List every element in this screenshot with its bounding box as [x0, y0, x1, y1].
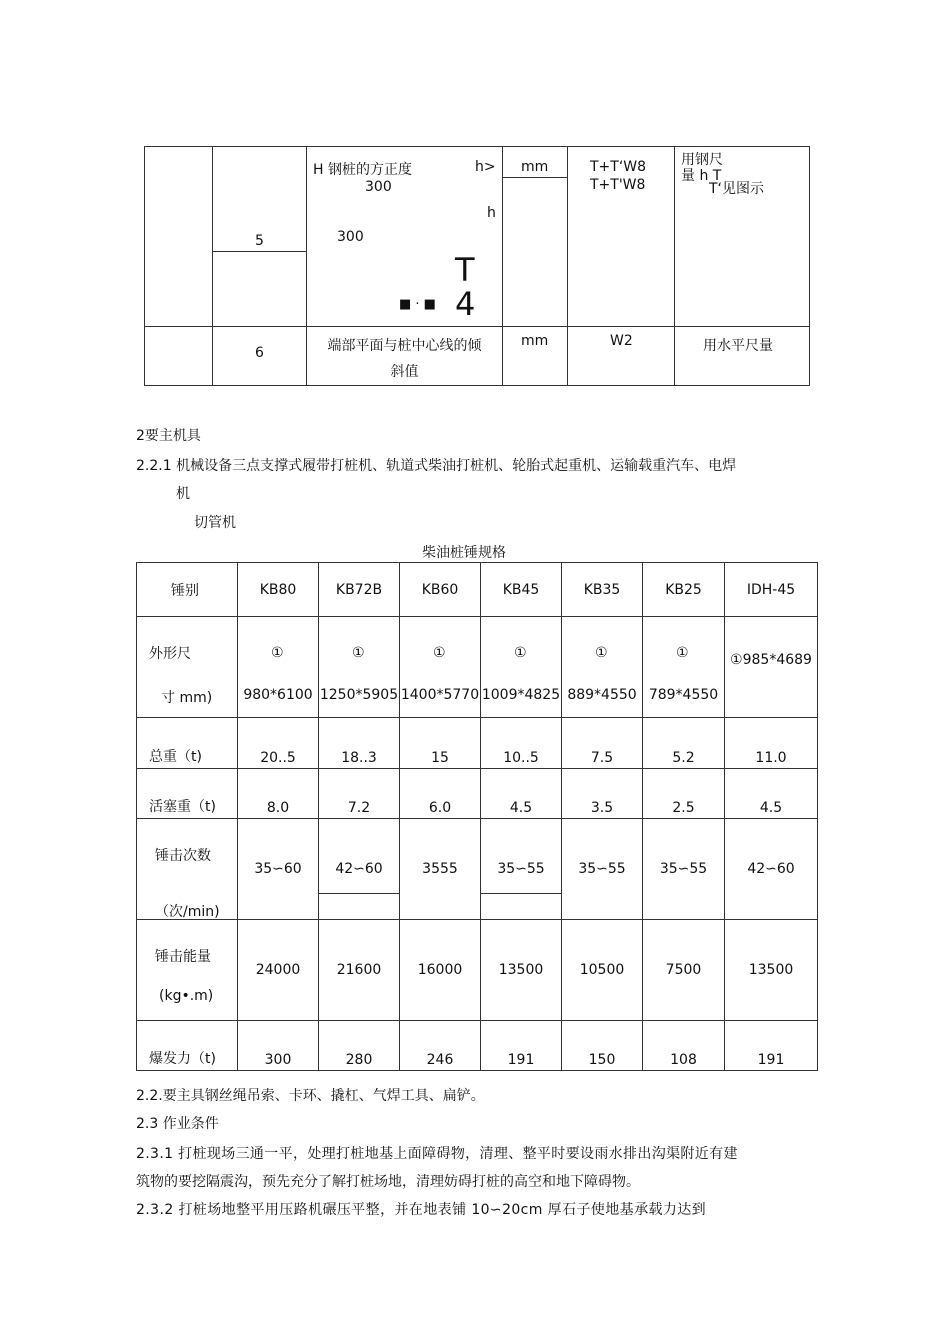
size-value: ①985*4689 [730, 652, 812, 668]
model-cell: KB35 [562, 563, 643, 617]
value-text: W2 [610, 333, 633, 349]
piston-cell: 4.5 [725, 769, 818, 819]
table-row [137, 563, 818, 617]
model-cell: IDH-45 [725, 563, 818, 617]
table-caption: 柴油桩锤规格 [422, 545, 506, 561]
size-value: 1400*5770 [400, 687, 480, 703]
row-header-cell [137, 920, 238, 1021]
energy-cell: 13500 [481, 920, 562, 1021]
size-value: 1250*5905 [319, 687, 399, 703]
blows-cell: 42∽60 [725, 819, 818, 920]
table-row [137, 1021, 818, 1071]
size-marker: ① [271, 645, 284, 661]
paragraph: 切管机 [194, 515, 236, 531]
paragraph: 筑物的要挖隔震沟，预先充分了解打桩场地，清理妨碍打桩的高空和地下障碍物。 [136, 1174, 640, 1190]
section-heading: 2要主机具 [136, 428, 201, 444]
row-header: 锤别 [137, 563, 238, 617]
blows-cell [319, 819, 400, 920]
size-marker: ① [514, 645, 527, 661]
weight-cell: 15 [400, 718, 481, 769]
model-cell: KB72B [319, 563, 400, 617]
model-cell: KB45 [481, 563, 562, 617]
table-cell [307, 147, 503, 327]
paragraph: 2.3.2 打桩场地整平用压路机碾压平整，并在地表铺 10∽20cm 厚石子使地基承载力达到 [136, 1202, 707, 1218]
model-cell: KB60 [400, 563, 481, 617]
table-cell [675, 147, 810, 327]
row-header: （次/min) [155, 904, 220, 920]
size-cell [400, 617, 481, 718]
size-value: 1009*4825 [481, 687, 561, 703]
paragraph: 2.3.1 打桩现场三通一平，处理打桩地基上面障碍物，清理、整平时要设雨水排出沟渠附近有建 [136, 1146, 738, 1162]
paragraph: 机 [176, 486, 190, 502]
section-heading: 2.3 作业条件 [136, 1116, 219, 1132]
method-text: T‘见图示 [709, 181, 765, 197]
size-cell [481, 617, 562, 718]
blows-value: 35∽55 [497, 861, 545, 877]
cell-divider [319, 893, 399, 894]
diagram-glyph: 4 [455, 285, 476, 323]
row-header: 总重（t) [137, 718, 238, 769]
model-cell: KB80 [238, 563, 319, 617]
piston-cell: 2.5 [643, 769, 725, 819]
item-text: 300 [337, 229, 364, 245]
piston-cell: 8.0 [238, 769, 319, 819]
piston-cell: 4.5 [481, 769, 562, 819]
table-row [137, 617, 818, 718]
blows-cell [481, 819, 562, 920]
table-cell [307, 327, 503, 386]
row-header: (kg•.m) [159, 988, 214, 1004]
blows-cell: 3555 [400, 819, 481, 920]
table-cell [675, 327, 810, 386]
table-cell [145, 327, 213, 386]
weight-cell: 20..5 [238, 718, 319, 769]
item-text: h> [475, 159, 496, 175]
energy-cell: 21600 [319, 920, 400, 1021]
force-cell: 108 [643, 1021, 725, 1071]
cell-divider [213, 251, 306, 252]
size-marker: ① [676, 645, 689, 661]
table-cell [213, 147, 307, 327]
size-marker: ① [433, 645, 446, 661]
piston-cell: 6.0 [400, 769, 481, 819]
size-value: 789*4550 [648, 687, 719, 703]
table-row [145, 147, 810, 327]
blows-cell: 35∽55 [643, 819, 725, 920]
hammer-spec-table [136, 562, 818, 1071]
size-cell [643, 617, 725, 718]
energy-cell: 13500 [725, 920, 818, 1021]
row-header-cell [137, 617, 238, 718]
item-text: 斜值 [390, 364, 419, 380]
table-cell [568, 147, 675, 327]
diagram-glyph: T [455, 251, 475, 289]
row-header: 寸 mm) [161, 690, 213, 706]
blows-cell: 35∽60 [238, 819, 319, 920]
cell-divider [481, 893, 561, 894]
size-cell [238, 617, 319, 718]
diagram-glyph: ■ · ■ [399, 297, 436, 312]
energy-cell: 10500 [562, 920, 643, 1021]
row-header-cell [137, 819, 238, 920]
paragraph: 2.2.1 机械设备三点支撑式履带打桩机、轨道式柴油打桩机、轮胎式起重机、运输载重汽车、电焊 [136, 458, 737, 474]
size-cell [319, 617, 400, 718]
item-text: h [487, 205, 496, 221]
tolerance-table [144, 146, 810, 386]
item-text: 300 [365, 179, 392, 195]
force-cell: 150 [562, 1021, 643, 1071]
piston-cell: 3.5 [562, 769, 643, 819]
weight-cell: 11.0 [725, 718, 818, 769]
unit-text: mm [521, 333, 549, 349]
row-header: 爆发力（t) [137, 1021, 238, 1071]
size-cell [725, 617, 818, 718]
row-header: 外形尺 [149, 646, 191, 662]
force-cell: 280 [319, 1021, 400, 1071]
paragraph: 2.2.要主具钢丝绳吊索、卡环、撬杠、气焊工具、扁铲。 [136, 1088, 485, 1104]
table-cell [503, 327, 568, 386]
force-cell: 246 [400, 1021, 481, 1071]
energy-cell: 24000 [238, 920, 319, 1021]
force-cell: 191 [725, 1021, 818, 1071]
method-text: 量 h T [681, 168, 722, 184]
unit-text: mm [521, 159, 549, 175]
row-header: 锤击次数 [155, 848, 211, 864]
table-row [137, 920, 818, 1021]
weight-cell: 5.2 [643, 718, 725, 769]
force-cell: 300 [238, 1021, 319, 1071]
method-text: 用水平尺量 [703, 338, 773, 354]
blows-cell: 35∽55 [562, 819, 643, 920]
cell-divider [503, 177, 567, 178]
piston-cell: 7.2 [319, 769, 400, 819]
table-row [137, 819, 818, 920]
size-value: 889*4550 [567, 687, 637, 703]
size-marker: ① [352, 645, 365, 661]
table-row [145, 327, 810, 386]
size-marker: ① [595, 645, 608, 661]
energy-cell: 7500 [643, 920, 725, 1021]
table-cell [213, 327, 307, 386]
table-cell [145, 147, 213, 327]
table-cell [503, 147, 568, 327]
energy-cell: 16000 [400, 920, 481, 1021]
table-cell [568, 327, 675, 386]
item-text: H 钢桩的方正度 [313, 162, 412, 178]
weight-cell: 18..3 [319, 718, 400, 769]
row-index: 5 [255, 233, 264, 249]
row-index: 6 [255, 345, 264, 361]
size-value: 980*6100 [243, 687, 313, 703]
weight-cell: 7.5 [562, 718, 643, 769]
value-text: T+T'W8 [590, 177, 646, 193]
size-cell [562, 617, 643, 718]
row-header: 活塞重（t) [137, 769, 238, 819]
row-header: 锤击能量 [155, 949, 211, 965]
blows-value: 42∽60 [335, 861, 383, 877]
item-text: 端部平面与桩中心线的倾 [327, 338, 482, 354]
table-row [137, 718, 818, 769]
model-cell: KB25 [643, 563, 725, 617]
table-row [137, 769, 818, 819]
weight-cell: 10..5 [481, 718, 562, 769]
method-text: 用钢尺 [681, 152, 723, 168]
value-text: T+T‘W8 [590, 159, 647, 175]
force-cell: 191 [481, 1021, 562, 1071]
